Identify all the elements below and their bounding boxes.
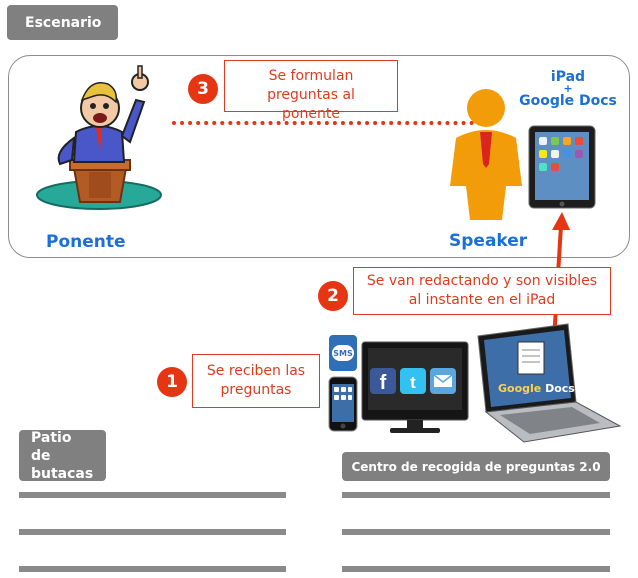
google-word: Google bbox=[498, 382, 542, 395]
ipad-device bbox=[528, 125, 596, 209]
ipad-line: iPad bbox=[550, 69, 586, 85]
step-1-callout: Se reciben las preguntas bbox=[192, 354, 320, 408]
step-3-callout: Se formulan preguntas al ponente bbox=[224, 60, 398, 112]
svg-text:t: t bbox=[410, 373, 416, 392]
patio-label: Patio de butacas bbox=[31, 429, 94, 482]
iphone-device bbox=[328, 376, 358, 432]
centro-label: Centro de recogida de preguntas 2.0 bbox=[351, 459, 601, 474]
escenario-tag bbox=[7, 5, 118, 40]
patio-tag bbox=[19, 430, 106, 481]
seat-row-left-3 bbox=[19, 566, 286, 572]
ipad-plus: + bbox=[563, 82, 573, 95]
step-2-callout: Se van redactando y son visibles al instante en el iPad bbox=[353, 267, 611, 315]
centro-tag bbox=[342, 452, 610, 481]
ponente-illustration bbox=[14, 60, 174, 220]
seat-row-right-3 bbox=[342, 566, 610, 572]
monitor-device bbox=[360, 340, 470, 435]
escenario-label: Escenario bbox=[25, 14, 102, 31]
laptop-device bbox=[472, 322, 622, 448]
google-docs-logo bbox=[498, 382, 575, 395]
seat-row-left-1 bbox=[19, 492, 286, 498]
sms-bubble: SMS bbox=[332, 345, 354, 361]
questions-dotted-connector bbox=[172, 121, 474, 125]
seat-row-right-1 bbox=[342, 492, 610, 498]
sms-icon bbox=[329, 335, 357, 371]
seat-row-right-2 bbox=[342, 529, 610, 535]
step-1-badge: 1 bbox=[157, 367, 187, 397]
ipad-title bbox=[512, 70, 624, 108]
seat-row-left-2 bbox=[19, 529, 286, 535]
docs-word: Docs bbox=[545, 382, 575, 395]
step-2-badge: 2 bbox=[318, 281, 348, 311]
speaker-label: Speaker bbox=[449, 231, 528, 251]
step-3-badge: 3 bbox=[188, 74, 218, 104]
google-docs-line: Google Docs bbox=[519, 93, 617, 109]
svg-text:f: f bbox=[379, 372, 387, 394]
speaker-figure bbox=[440, 88, 530, 223]
ponente-label: Ponente bbox=[46, 232, 126, 252]
